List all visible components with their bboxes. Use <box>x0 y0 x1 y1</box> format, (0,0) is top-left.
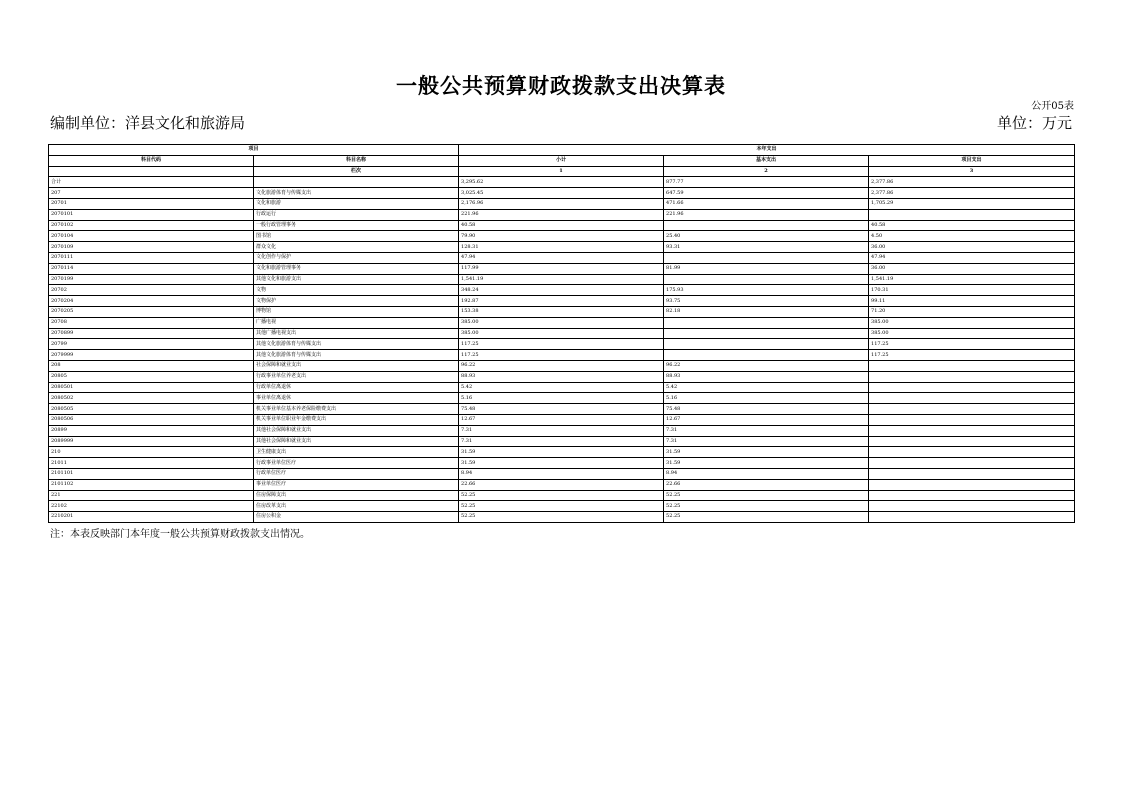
subject-name-cell: 文物 <box>254 285 459 296</box>
subject-name-cell: 行政单位离退休 <box>254 382 459 393</box>
subtotal-cell: 2,176.96 <box>459 198 664 209</box>
subject-code-cell: 2070205 <box>49 306 254 317</box>
basic-expenditure-cell: 7.31 <box>664 436 869 447</box>
header-item: 项目 <box>49 145 459 156</box>
subtotal-cell: 52.25 <box>459 512 664 523</box>
subject-name-cell: 住房公积金 <box>254 512 459 523</box>
currency-unit: 单位：万元 <box>996 114 1072 132</box>
subject-name-cell: 卫生健康支出 <box>254 447 459 458</box>
project-expenditure-cell <box>869 512 1075 523</box>
basic-expenditure-cell: 25.40 <box>664 231 869 242</box>
table-row <box>49 458 1075 469</box>
subtotal-cell: 52.25 <box>459 501 664 512</box>
subject-code-cell: 207 <box>49 188 254 199</box>
basic-expenditure-cell <box>664 328 869 339</box>
subtotal-cell: 221.96 <box>459 209 664 220</box>
subject-name-cell: 文化和旅游 <box>254 198 459 209</box>
subject-code-cell: 21011 <box>49 458 254 469</box>
basic-expenditure-cell: 52.25 <box>664 490 869 501</box>
subject-name-cell: 群众文化 <box>254 242 459 253</box>
project-expenditure-cell <box>869 393 1075 404</box>
table-row <box>49 350 1075 361</box>
project-expenditure-cell: 71.20 <box>869 306 1075 317</box>
table-row <box>49 512 1075 523</box>
subtotal-cell: 3,025.45 <box>459 188 664 199</box>
basic-expenditure-cell: 52.25 <box>664 501 869 512</box>
header-blank <box>49 166 254 177</box>
subject-code-cell: 221 <box>49 490 254 501</box>
basic-expenditure-cell: 22.66 <box>664 479 869 490</box>
basic-expenditure-cell: 5.16 <box>664 393 869 404</box>
project-expenditure-cell <box>869 479 1075 490</box>
subject-name-cell: 其他社会保障和就业支出 <box>254 425 459 436</box>
subject-code-cell: 2070204 <box>49 296 254 307</box>
basic-expenditure-cell: 52.25 <box>664 512 869 523</box>
table-row <box>49 468 1075 479</box>
project-expenditure-cell: 40.58 <box>869 220 1075 231</box>
project-expenditure-cell <box>869 404 1075 415</box>
subtotal-cell: 117.25 <box>459 350 664 361</box>
subtotal-cell: 5.16 <box>459 393 664 404</box>
subject-name-cell: 社会保障和就业支出 <box>254 360 459 371</box>
basic-expenditure-cell: 647.59 <box>664 188 869 199</box>
project-expenditure-cell: 117.25 <box>869 339 1075 350</box>
subject-code-cell: 20702 <box>49 285 254 296</box>
project-expenditure-cell: 47.94 <box>869 252 1075 263</box>
subject-name-cell: 机关事业单位职业年金缴费支出 <box>254 414 459 425</box>
table-row <box>49 393 1075 404</box>
subject-name-cell: 其他广播电视支出 <box>254 328 459 339</box>
basic-expenditure-cell: 93.75 <box>664 296 869 307</box>
subtotal-cell: 40.58 <box>459 220 664 231</box>
subtotal-cell: 1,541.19 <box>459 274 664 285</box>
project-expenditure-cell: 36.00 <box>869 263 1075 274</box>
basic-expenditure-cell: 82.18 <box>664 306 869 317</box>
subject-name-cell: 图书馆 <box>254 231 459 242</box>
subject-name-cell: 其他社会保障和就业支出 <box>254 436 459 447</box>
subject-code-cell: 22102 <box>49 501 254 512</box>
basic-expenditure-cell: 8.94 <box>664 468 869 479</box>
subject-code-cell: 2079999 <box>49 350 254 361</box>
subject-code-cell: 2210201 <box>49 512 254 523</box>
project-expenditure-cell: 4.50 <box>869 231 1075 242</box>
subtotal-cell: 117.25 <box>459 339 664 350</box>
basic-expenditure-cell: 221.96 <box>664 209 869 220</box>
project-expenditure-cell: 1,541.19 <box>869 274 1075 285</box>
subject-code-cell: 2101102 <box>49 479 254 490</box>
basic-expenditure-cell: 12.67 <box>664 414 869 425</box>
table-row <box>49 382 1075 393</box>
subtotal-cell: 117.99 <box>459 263 664 274</box>
project-expenditure-cell <box>869 209 1075 220</box>
subject-code-cell: 2070199 <box>49 274 254 285</box>
header-name: 科目名称 <box>254 155 459 166</box>
basic-expenditure-cell <box>664 252 869 263</box>
subtotal-cell: 31.59 <box>459 447 664 458</box>
table-row <box>49 414 1075 425</box>
basic-expenditure-cell <box>664 274 869 285</box>
subject-code-cell: 合计 <box>49 177 254 188</box>
header-code: 科目代码 <box>49 155 254 166</box>
project-expenditure-cell: 1,705.29 <box>869 198 1075 209</box>
table-row <box>49 274 1075 285</box>
subject-name-cell: 机关事业单位基本养老保险缴费支出 <box>254 404 459 415</box>
subject-code-cell: 208 <box>49 360 254 371</box>
project-expenditure-cell <box>869 360 1075 371</box>
table-row <box>49 188 1075 199</box>
table-row <box>49 371 1075 382</box>
subtotal-cell: 88.93 <box>459 371 664 382</box>
subject-code-cell: 20799 <box>49 339 254 350</box>
subject-name-cell: 行政事业单位养老支出 <box>254 371 459 382</box>
subtotal-cell: 153.38 <box>459 306 664 317</box>
subtotal-cell: 128.31 <box>459 242 664 253</box>
basic-expenditure-cell <box>664 339 869 350</box>
header-current-year: 本年支出 <box>459 145 1075 156</box>
subtotal-cell: 385.00 <box>459 317 664 328</box>
table-row <box>49 231 1075 242</box>
subject-name-cell: 行政运行 <box>254 209 459 220</box>
subtotal-cell: 8.94 <box>459 468 664 479</box>
project-expenditure-cell <box>869 501 1075 512</box>
table-row <box>49 177 1075 188</box>
table-row <box>49 306 1075 317</box>
project-expenditure-cell <box>869 468 1075 479</box>
basic-expenditure-cell: 5.42 <box>664 382 869 393</box>
subject-code-cell: 2080506 <box>49 414 254 425</box>
subject-name-cell: 其他文化旅游体育与传媒支出 <box>254 339 459 350</box>
subtotal-cell: 5.42 <box>459 382 664 393</box>
reporting-unit: 编制单位：洋县文化和旅游局 <box>50 114 246 132</box>
subtotal-cell: 22.66 <box>459 479 664 490</box>
table-row <box>49 360 1075 371</box>
table-row <box>49 501 1075 512</box>
subtotal-cell: 75.48 <box>459 404 664 415</box>
subtotal-cell: 192.87 <box>459 296 664 307</box>
table-row <box>49 425 1075 436</box>
project-expenditure-cell: 170.31 <box>869 285 1075 296</box>
table-row <box>49 285 1075 296</box>
subject-name-cell: 文化旅游体育与传媒支出 <box>254 188 459 199</box>
basic-expenditure-cell <box>664 350 869 361</box>
subject-name-cell: 住房保障支出 <box>254 490 459 501</box>
basic-expenditure-cell: 96.22 <box>664 360 869 371</box>
subject-code-cell: 2070109 <box>49 242 254 253</box>
subtotal-cell: 31.59 <box>459 458 664 469</box>
table-row <box>49 479 1075 490</box>
subtotal-cell: 79.90 <box>459 231 664 242</box>
subject-code-cell: 2070899 <box>49 328 254 339</box>
subject-name-cell <box>254 177 459 188</box>
subject-code-cell: 2070111 <box>49 252 254 263</box>
subtotal-cell: 47.94 <box>459 252 664 263</box>
subject-code-cell: 2080505 <box>49 404 254 415</box>
subject-name-cell: 行政事业单位医疗 <box>254 458 459 469</box>
project-expenditure-cell <box>869 414 1075 425</box>
project-expenditure-cell <box>869 490 1075 501</box>
table-header <box>49 145 1075 177</box>
subject-name-cell: 行政单位医疗 <box>254 468 459 479</box>
subject-name-cell: 事业单位医疗 <box>254 479 459 490</box>
header-row-label: 栏次 <box>254 166 459 177</box>
subject-code-cell: 2080502 <box>49 393 254 404</box>
table-row <box>49 436 1075 447</box>
project-expenditure-cell <box>869 382 1075 393</box>
expenditure-table <box>48 144 1075 523</box>
project-expenditure-cell <box>869 425 1075 436</box>
subtotal-cell: 348.24 <box>459 285 664 296</box>
subject-name-cell: 文物保护 <box>254 296 459 307</box>
basic-expenditure-cell: 31.59 <box>664 458 869 469</box>
table-row <box>49 242 1075 253</box>
project-expenditure-cell <box>869 436 1075 447</box>
subtotal-cell: 3,295.62 <box>459 177 664 188</box>
subject-code-cell: 20701 <box>49 198 254 209</box>
table-row <box>49 490 1075 501</box>
subtotal-cell: 7.31 <box>459 425 664 436</box>
table-row <box>49 220 1075 231</box>
subtotal-cell: 12.67 <box>459 414 664 425</box>
footnote: 注：本表反映部门本年度一般公共预算财政拨款支出情况。 <box>50 529 310 540</box>
subject-name-cell: 文化创作与保护 <box>254 252 459 263</box>
subject-name-cell: 广播电视 <box>254 317 459 328</box>
subject-code-cell: 2089999 <box>49 436 254 447</box>
subject-code-cell: 2101101 <box>49 468 254 479</box>
header-project: 项目支出 <box>869 155 1075 166</box>
subject-name-cell: 文化和旅游管理事务 <box>254 263 459 274</box>
header-col1: 1 <box>459 166 664 177</box>
project-expenditure-cell: 2,377.86 <box>869 177 1075 188</box>
header-subtotal: 小计 <box>459 155 664 166</box>
subtotal-cell: 52.25 <box>459 490 664 501</box>
project-expenditure-cell: 385.00 <box>869 328 1075 339</box>
project-expenditure-cell <box>869 371 1075 382</box>
basic-expenditure-cell: 877.77 <box>664 177 869 188</box>
table-row <box>49 339 1075 350</box>
project-expenditure-cell <box>869 447 1075 458</box>
subject-code-cell: 20708 <box>49 317 254 328</box>
subject-name-cell: 博物馆 <box>254 306 459 317</box>
subject-code-cell: 20805 <box>49 371 254 382</box>
basic-expenditure-cell <box>664 317 869 328</box>
basic-expenditure-cell: 7.31 <box>664 425 869 436</box>
basic-expenditure-cell: 75.48 <box>664 404 869 415</box>
project-expenditure-cell: 385.00 <box>869 317 1075 328</box>
project-expenditure-cell: 117.25 <box>869 350 1075 361</box>
subject-name-cell: 其他文化和旅游支出 <box>254 274 459 285</box>
table-row <box>49 404 1075 415</box>
subject-name-cell: 一般行政管理事务 <box>254 220 459 231</box>
basic-expenditure-cell: 93.31 <box>664 242 869 253</box>
table-row <box>49 317 1075 328</box>
subtotal-cell: 7.31 <box>459 436 664 447</box>
subject-code-cell: 2070104 <box>49 231 254 242</box>
subject-name-cell: 其他文化旅游体育与传媒支出 <box>254 350 459 361</box>
form-number: 公开05表 <box>1031 101 1074 112</box>
subject-code-cell: 2070102 <box>49 220 254 231</box>
table-row <box>49 263 1075 274</box>
subject-code-cell: 210 <box>49 447 254 458</box>
subtotal-cell: 385.00 <box>459 328 664 339</box>
project-expenditure-cell: 36.00 <box>869 242 1075 253</box>
basic-expenditure-cell <box>664 220 869 231</box>
header-basic: 基本支出 <box>664 155 869 166</box>
subject-code-cell: 2080501 <box>49 382 254 393</box>
project-expenditure-cell: 99.11 <box>869 296 1075 307</box>
subject-name-cell: 住房改革支出 <box>254 501 459 512</box>
basic-expenditure-cell: 81.99 <box>664 263 869 274</box>
subject-name-cell: 事业单位离退休 <box>254 393 459 404</box>
basic-expenditure-cell: 175.93 <box>664 285 869 296</box>
table-row <box>49 296 1075 307</box>
report-title: 一般公共预算财政拨款支出决算表 <box>396 73 726 98</box>
table-row <box>49 252 1075 263</box>
subtotal-cell: 96.22 <box>459 360 664 371</box>
table-row <box>49 328 1075 339</box>
project-expenditure-cell <box>869 458 1075 469</box>
basic-expenditure-cell: 88.93 <box>664 371 869 382</box>
header-col2: 2 <box>664 166 869 177</box>
project-expenditure-cell: 2,377.86 <box>869 188 1075 199</box>
subject-code-cell: 2070101 <box>49 209 254 220</box>
table-row <box>49 209 1075 220</box>
header-col3: 3 <box>869 166 1075 177</box>
table-row <box>49 447 1075 458</box>
table-row <box>49 198 1075 209</box>
basic-expenditure-cell: 31.59 <box>664 447 869 458</box>
subject-code-cell: 20899 <box>49 425 254 436</box>
basic-expenditure-cell: 471.66 <box>664 198 869 209</box>
subject-code-cell: 2070114 <box>49 263 254 274</box>
table-body <box>49 177 1075 523</box>
